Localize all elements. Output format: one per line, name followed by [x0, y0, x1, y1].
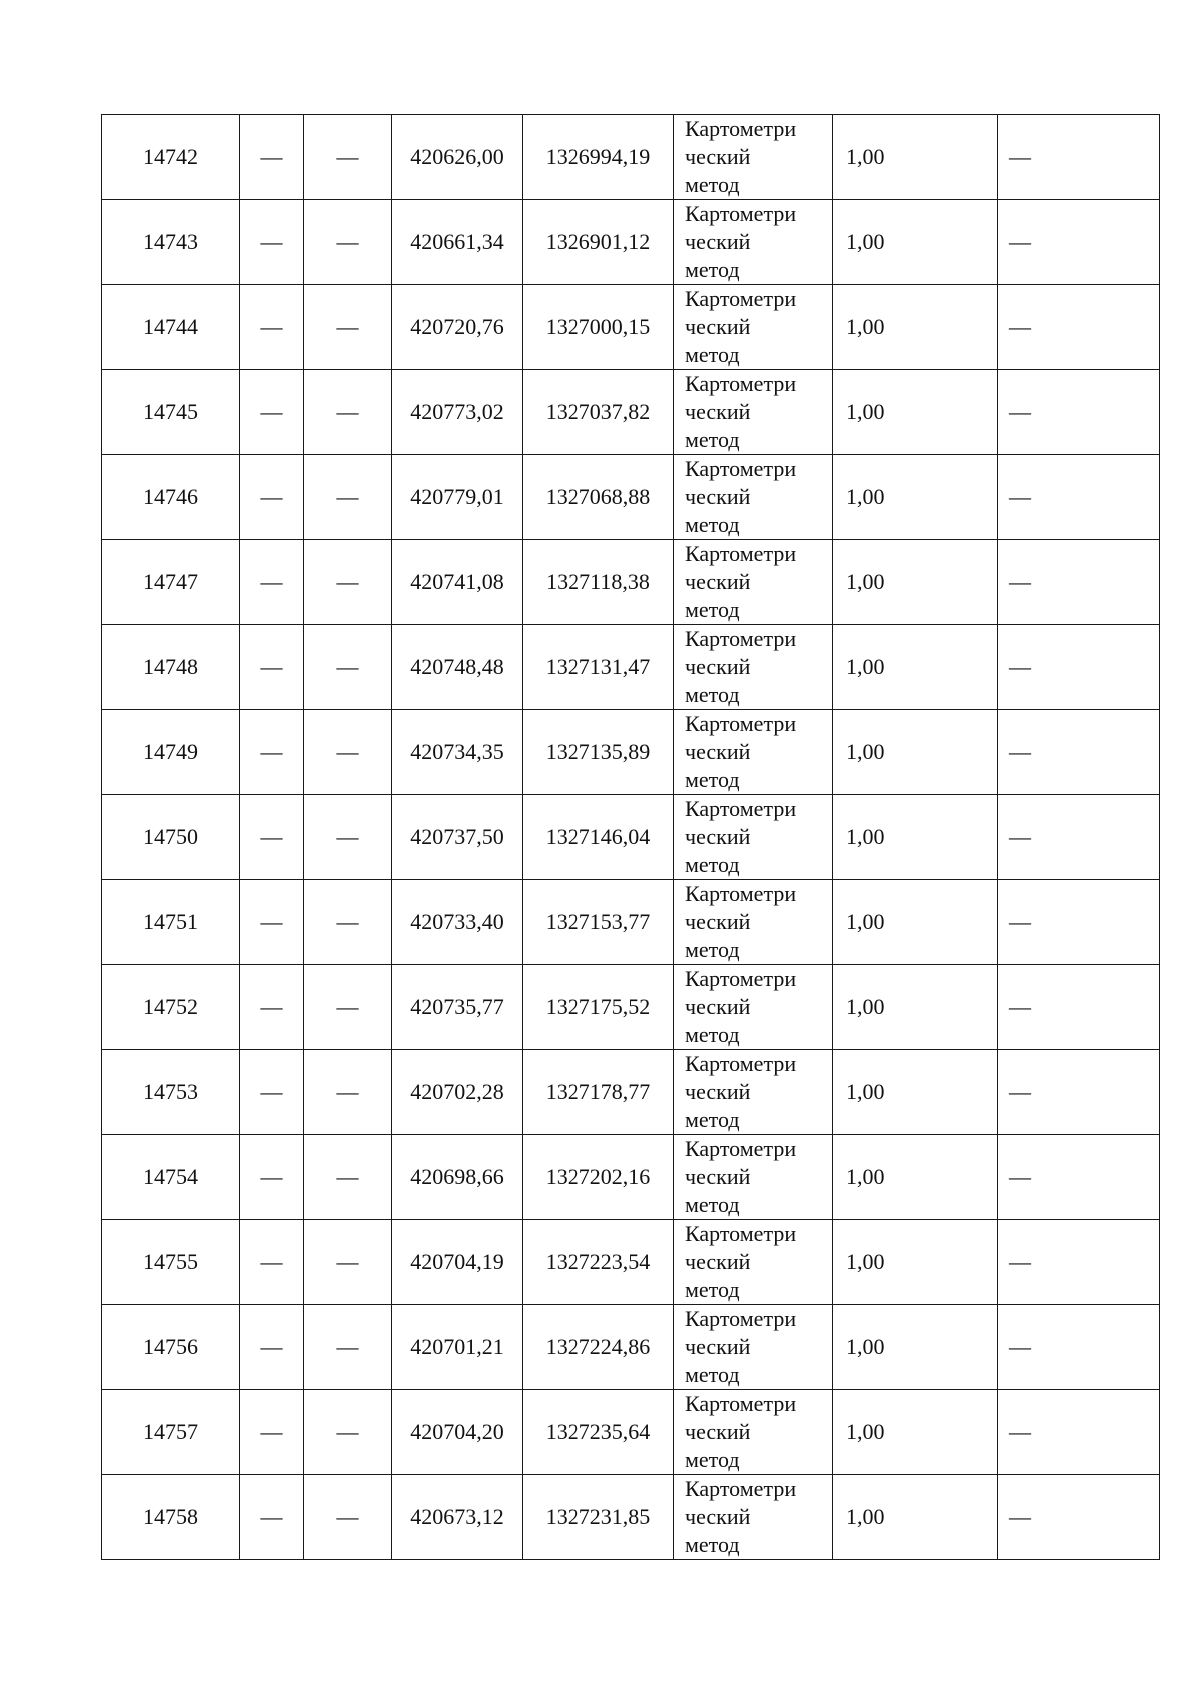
empty-value-cell: — [240, 710, 304, 795]
accuracy-cell: 1,00 [833, 1135, 998, 1220]
table-body [102, 115, 1160, 1560]
note-cell: — [998, 795, 1160, 880]
method-text-line: ческий [685, 739, 751, 764]
method-cell [674, 370, 833, 455]
point-number-cell: 14750 [102, 795, 240, 880]
x-coordinate-cell: 420698,66 [392, 1135, 523, 1220]
method-text-line: метод [685, 767, 740, 792]
method-text-line: Картометри [685, 286, 797, 311]
method-text-line: Картометри [685, 1136, 797, 1161]
empty-value-cell: — [240, 1305, 304, 1390]
method-text-line: Картометри [685, 1391, 797, 1416]
accuracy-cell: 1,00 [833, 540, 998, 625]
y-coordinate-cell: 1326901,12 [523, 200, 674, 285]
x-coordinate-cell: 420748,48 [392, 625, 523, 710]
x-coordinate-cell: 420673,12 [392, 1475, 523, 1560]
method-text-line: Картометри [685, 541, 797, 566]
empty-value-cell: — [304, 1220, 392, 1305]
point-number-cell: 14756 [102, 1305, 240, 1390]
x-coordinate-cell: 420661,34 [392, 200, 523, 285]
method-text-line: ческий [685, 144, 751, 169]
method-text-line: метод [685, 1022, 740, 1047]
accuracy-cell: 1,00 [833, 370, 998, 455]
method-text-line: Картометри [685, 881, 797, 906]
empty-value-cell: — [304, 965, 392, 1050]
point-number-cell: 14754 [102, 1135, 240, 1220]
table-row [102, 795, 1160, 880]
empty-value-cell: — [304, 880, 392, 965]
method-text-line: Картометри [685, 1306, 797, 1331]
table-row [102, 1390, 1160, 1475]
accuracy-cell: 1,00 [833, 200, 998, 285]
method-cell [674, 115, 833, 200]
empty-value-cell: — [304, 1050, 392, 1135]
method-text-line: ческий [685, 1419, 751, 1444]
point-number-cell: 14742 [102, 115, 240, 200]
method-text-line: Картометри [685, 626, 797, 651]
empty-value-cell: — [304, 370, 392, 455]
empty-value-cell: — [240, 1390, 304, 1475]
x-coordinate-cell: 420626,00 [392, 115, 523, 200]
method-text-line: ческий [685, 654, 751, 679]
method-cell [674, 1050, 833, 1135]
note-cell: — [998, 880, 1160, 965]
empty-value-cell: — [240, 1135, 304, 1220]
y-coordinate-cell: 1327000,15 [523, 285, 674, 370]
y-coordinate-cell: 1327135,89 [523, 710, 674, 795]
point-number-cell: 14743 [102, 200, 240, 285]
method-text-line: ческий [685, 399, 751, 424]
empty-value-cell: — [240, 1050, 304, 1135]
note-cell: — [998, 200, 1160, 285]
method-text-line: ческий [685, 994, 751, 1019]
accuracy-cell: 1,00 [833, 1305, 998, 1390]
method-text-line: Картометри [685, 1051, 797, 1076]
method-cell [674, 455, 833, 540]
x-coordinate-cell: 420704,20 [392, 1390, 523, 1475]
point-number-cell: 14744 [102, 285, 240, 370]
table-row [102, 115, 1160, 200]
table-row [102, 1305, 1160, 1390]
accuracy-cell: 1,00 [833, 1475, 998, 1560]
empty-value-cell: — [304, 115, 392, 200]
x-coordinate-cell: 420734,35 [392, 710, 523, 795]
y-coordinate-cell: 1327223,54 [523, 1220, 674, 1305]
note-cell: — [998, 1390, 1160, 1475]
y-coordinate-cell: 1326994,19 [523, 115, 674, 200]
note-cell: — [998, 1475, 1160, 1560]
x-coordinate-cell: 420720,76 [392, 285, 523, 370]
empty-value-cell: — [240, 115, 304, 200]
note-cell: — [998, 1305, 1160, 1390]
accuracy-cell: 1,00 [833, 795, 998, 880]
method-cell [674, 710, 833, 795]
method-text-line: метод [685, 1532, 740, 1557]
note-cell: — [998, 540, 1160, 625]
empty-value-cell: — [240, 455, 304, 540]
method-text-line: метод [685, 427, 740, 452]
point-number-cell: 14749 [102, 710, 240, 795]
method-text-line: ческий [685, 1504, 751, 1529]
point-number-cell: 14753 [102, 1050, 240, 1135]
table-row [102, 370, 1160, 455]
method-text-line: ческий [685, 484, 751, 509]
y-coordinate-cell: 1327131,47 [523, 625, 674, 710]
table-row [102, 285, 1160, 370]
table-row [102, 1135, 1160, 1220]
method-cell [674, 200, 833, 285]
empty-value-cell: — [240, 625, 304, 710]
method-cell [674, 965, 833, 1050]
x-coordinate-cell: 420737,50 [392, 795, 523, 880]
y-coordinate-cell: 1327178,77 [523, 1050, 674, 1135]
empty-value-cell: — [304, 200, 392, 285]
method-cell [674, 1475, 833, 1560]
empty-value-cell: — [240, 1220, 304, 1305]
method-text-line: метод [685, 172, 740, 197]
accuracy-cell: 1,00 [833, 285, 998, 370]
table-row [102, 1475, 1160, 1560]
table-row [102, 965, 1160, 1050]
empty-value-cell: — [240, 285, 304, 370]
point-number-cell: 14745 [102, 370, 240, 455]
table-row [102, 540, 1160, 625]
empty-value-cell: — [304, 795, 392, 880]
method-text-line: метод [685, 937, 740, 962]
point-number-cell: 14751 [102, 880, 240, 965]
point-number-cell: 14755 [102, 1220, 240, 1305]
point-number-cell: 14757 [102, 1390, 240, 1475]
method-text-line: метод [685, 1192, 740, 1217]
table-row [102, 880, 1160, 965]
accuracy-cell: 1,00 [833, 115, 998, 200]
table-row [102, 625, 1160, 710]
x-coordinate-cell: 420702,28 [392, 1050, 523, 1135]
x-coordinate-cell: 420779,01 [392, 455, 523, 540]
method-text-line: метод [685, 852, 740, 877]
point-number-cell: 14752 [102, 965, 240, 1050]
method-cell [674, 1135, 833, 1220]
empty-value-cell: — [240, 795, 304, 880]
note-cell: — [998, 370, 1160, 455]
method-text-line: метод [685, 342, 740, 367]
empty-value-cell: — [304, 625, 392, 710]
accuracy-cell: 1,00 [833, 965, 998, 1050]
x-coordinate-cell: 420773,02 [392, 370, 523, 455]
empty-value-cell: — [304, 1390, 392, 1475]
y-coordinate-cell: 1327037,82 [523, 370, 674, 455]
note-cell: — [998, 625, 1160, 710]
method-cell [674, 880, 833, 965]
point-number-cell: 14758 [102, 1475, 240, 1560]
empty-value-cell: — [304, 1475, 392, 1560]
note-cell: — [998, 285, 1160, 370]
table-row [102, 710, 1160, 795]
method-cell [674, 285, 833, 370]
method-text-line: Картометри [685, 371, 797, 396]
method-text-line: метод [685, 597, 740, 622]
method-text-line: ческий [685, 569, 751, 594]
table-row [102, 1050, 1160, 1135]
method-text-line: метод [685, 1362, 740, 1387]
table-row [102, 200, 1160, 285]
method-text-line: Картометри [685, 116, 797, 141]
x-coordinate-cell: 420704,19 [392, 1220, 523, 1305]
x-coordinate-cell: 420733,40 [392, 880, 523, 965]
y-coordinate-cell: 1327175,52 [523, 965, 674, 1050]
y-coordinate-cell: 1327224,86 [523, 1305, 674, 1390]
table-row [102, 1220, 1160, 1305]
coordinates-table [101, 114, 1160, 1560]
empty-value-cell: — [240, 540, 304, 625]
y-coordinate-cell: 1327153,77 [523, 880, 674, 965]
empty-value-cell: — [240, 880, 304, 965]
method-text-line: Картометри [685, 201, 797, 226]
note-cell: — [998, 115, 1160, 200]
method-text-line: метод [685, 1447, 740, 1472]
method-text-line: Картометри [685, 1476, 797, 1501]
method-cell [674, 625, 833, 710]
y-coordinate-cell: 1327202,16 [523, 1135, 674, 1220]
method-text-line: ческий [685, 314, 751, 339]
empty-value-cell: — [304, 285, 392, 370]
x-coordinate-cell: 420741,08 [392, 540, 523, 625]
table-row [102, 455, 1160, 540]
accuracy-cell: 1,00 [833, 455, 998, 540]
accuracy-cell: 1,00 [833, 1390, 998, 1475]
method-text-line: Картометри [685, 1221, 797, 1246]
method-text-line: Картометри [685, 796, 797, 821]
note-cell: — [998, 1050, 1160, 1135]
method-cell [674, 795, 833, 880]
method-cell [674, 1220, 833, 1305]
method-text-line: метод [685, 1107, 740, 1132]
method-text-line: ческий [685, 824, 751, 849]
method-text-line: метод [685, 1277, 740, 1302]
accuracy-cell: 1,00 [833, 1220, 998, 1305]
note-cell: — [998, 1135, 1160, 1220]
method-text-line: метод [685, 682, 740, 707]
method-cell [674, 1305, 833, 1390]
x-coordinate-cell: 420701,21 [392, 1305, 523, 1390]
method-text-line: Картометри [685, 456, 797, 481]
point-number-cell: 14748 [102, 625, 240, 710]
empty-value-cell: — [304, 710, 392, 795]
accuracy-cell: 1,00 [833, 710, 998, 795]
note-cell: — [998, 965, 1160, 1050]
method-text-line: ческий [685, 909, 751, 934]
method-text-line: ческий [685, 229, 751, 254]
method-text-line: ческий [685, 1164, 751, 1189]
empty-value-cell: — [304, 455, 392, 540]
accuracy-cell: 1,00 [833, 625, 998, 710]
y-coordinate-cell: 1327118,38 [523, 540, 674, 625]
note-cell: — [998, 1220, 1160, 1305]
note-cell: — [998, 710, 1160, 795]
empty-value-cell: — [304, 1305, 392, 1390]
method-text-line: ческий [685, 1079, 751, 1104]
empty-value-cell: — [304, 1135, 392, 1220]
method-text-line: ческий [685, 1334, 751, 1359]
y-coordinate-cell: 1327231,85 [523, 1475, 674, 1560]
method-text-line: метод [685, 257, 740, 282]
y-coordinate-cell: 1327068,88 [523, 455, 674, 540]
accuracy-cell: 1,00 [833, 880, 998, 965]
method-text-line: Картометри [685, 711, 797, 736]
x-coordinate-cell: 420735,77 [392, 965, 523, 1050]
empty-value-cell: — [240, 965, 304, 1050]
accuracy-cell: 1,00 [833, 1050, 998, 1135]
y-coordinate-cell: 1327235,64 [523, 1390, 674, 1475]
note-cell: — [998, 455, 1160, 540]
point-number-cell: 14746 [102, 455, 240, 540]
method-text-line: ческий [685, 1249, 751, 1274]
empty-value-cell: — [240, 200, 304, 285]
y-coordinate-cell: 1327146,04 [523, 795, 674, 880]
point-number-cell: 14747 [102, 540, 240, 625]
method-text-line: метод [685, 512, 740, 537]
method-cell [674, 1390, 833, 1475]
empty-value-cell: — [240, 370, 304, 455]
method-cell [674, 540, 833, 625]
method-text-line: Картометри [685, 966, 797, 991]
empty-value-cell: — [240, 1475, 304, 1560]
empty-value-cell: — [304, 540, 392, 625]
